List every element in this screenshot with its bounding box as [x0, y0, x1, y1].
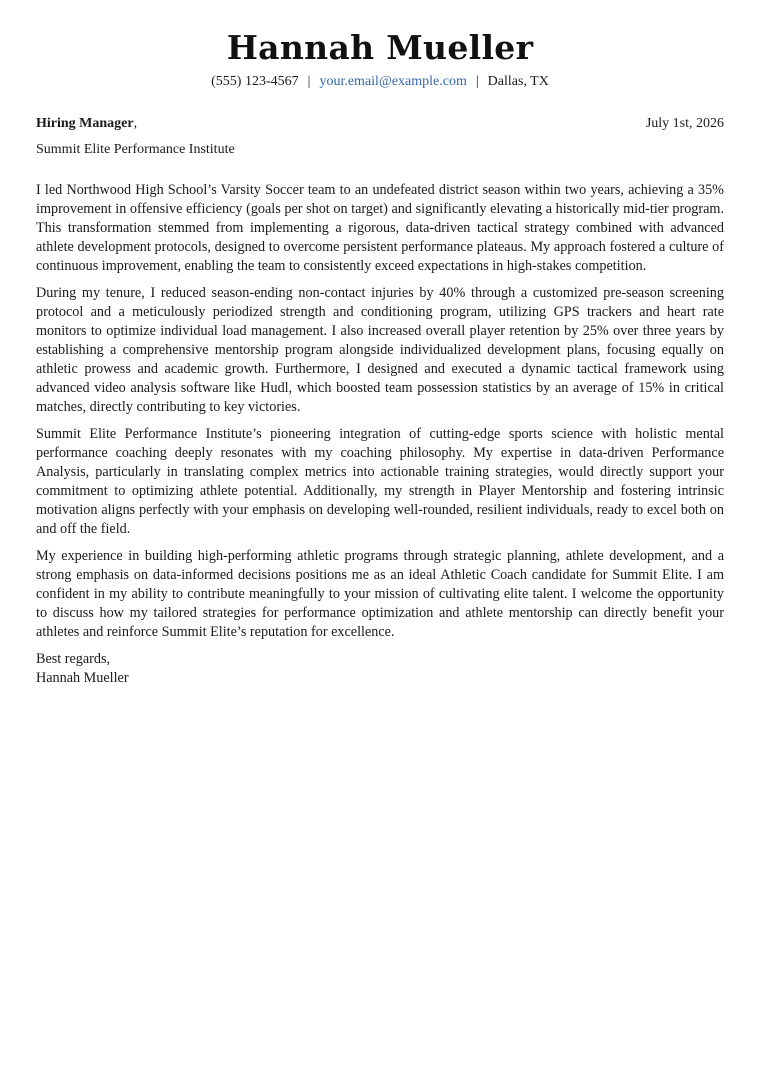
- closing-block: [36, 650, 724, 688]
- applicant-name: Hannah Mueller: [226, 28, 534, 67]
- body-paragraph: Summit Elite Performance Institute’s pioneering integration of cutting-edge sports science with holistic mental performance coaching deeply resonates with my coaching philosophy. My expertise in data-driven Performance Analysis, particularly in translating complex metrics into actionable training strategies, would directly support your commitment to optimizing athlete potential. Additionally, my strength in Player Mentorship and fostering intrinsic motivation aligns perfectly with your emphasis on developing well-rounded, resilient individuals, ready to excel both on and off the field.: [36, 426, 724, 537]
- contact-separator: |: [307, 74, 311, 89]
- contact-separator: |: [475, 74, 479, 89]
- location: Dallas, TX: [487, 74, 549, 89]
- recipient-organization: Summit Elite Performance Institute: [36, 142, 235, 157]
- body-paragraph: My experience in building high-performing athletic programs through strategic planning, athlete development, and a strong emphasis on data-informed decisions positions me as an ideal Athletic Coach candidate for Summit Elite. I am confident in my ability to contribute meaningfully to your mission of cultivating elite talent. I welcome the opportunity to discuss how my tailored strategies for performance optimization and athlete mentorship can directly benefit your athletes and reinforce Summit Elite’s reputation for excellence.: [36, 548, 724, 640]
- body-paragraph: During my tenure, I reduced season-ending non-contact injuries by 40% through a customized pre-season screening protocol and a meticulously periodized strength and conditioning program, utilizing GPS trackers and heart rate monitors to optimize individual load management. I also increased overall player retention by 25% over three years by establishing a comprehensive mentorship program alongside individualized development plans, focusing equally on athletic prowess and academic growth. Furthermore, I designed and executed a dynamic tactical framework using advanced video analysis software like Hudl, which boosted team possession statistics by an average of 15% in critical matches, directly contributing to key victories.: [36, 285, 724, 415]
- closing-signature: Hannah Mueller: [36, 670, 129, 686]
- email-link[interactable]: your.email@example.com: [319, 74, 467, 89]
- letter-date: July 1st, 2026: [645, 116, 724, 131]
- phone-number: (555) 123-4567: [211, 74, 299, 89]
- recipient-row: [36, 115, 724, 133]
- recipient-title: [36, 115, 137, 133]
- contact-line: [36, 73, 724, 91]
- body-paragraph: I led Northwood High School’s Varsity Soccer team to an undefeated district season within two years, achieving a 35% improvement in offensive efficiency (goals per shot on target) and significantly elevating a historically mid-tier program. This transformation stemmed from implementing a rigorous, data-driven tactical strategy combined with advanced athlete development protocols, designed to overcome persistent performance plateaus. My approach fostered a culture of continuous improvement, enabling the team to consistently exceed expectations in high-stakes competition.: [36, 182, 724, 274]
- recipient-title-text: Hiring Manager: [36, 116, 134, 131]
- recipient-title-comma: ,: [133, 116, 138, 131]
- letter-body: [36, 181, 724, 642]
- closing-salutation: Best regards,: [36, 651, 111, 667]
